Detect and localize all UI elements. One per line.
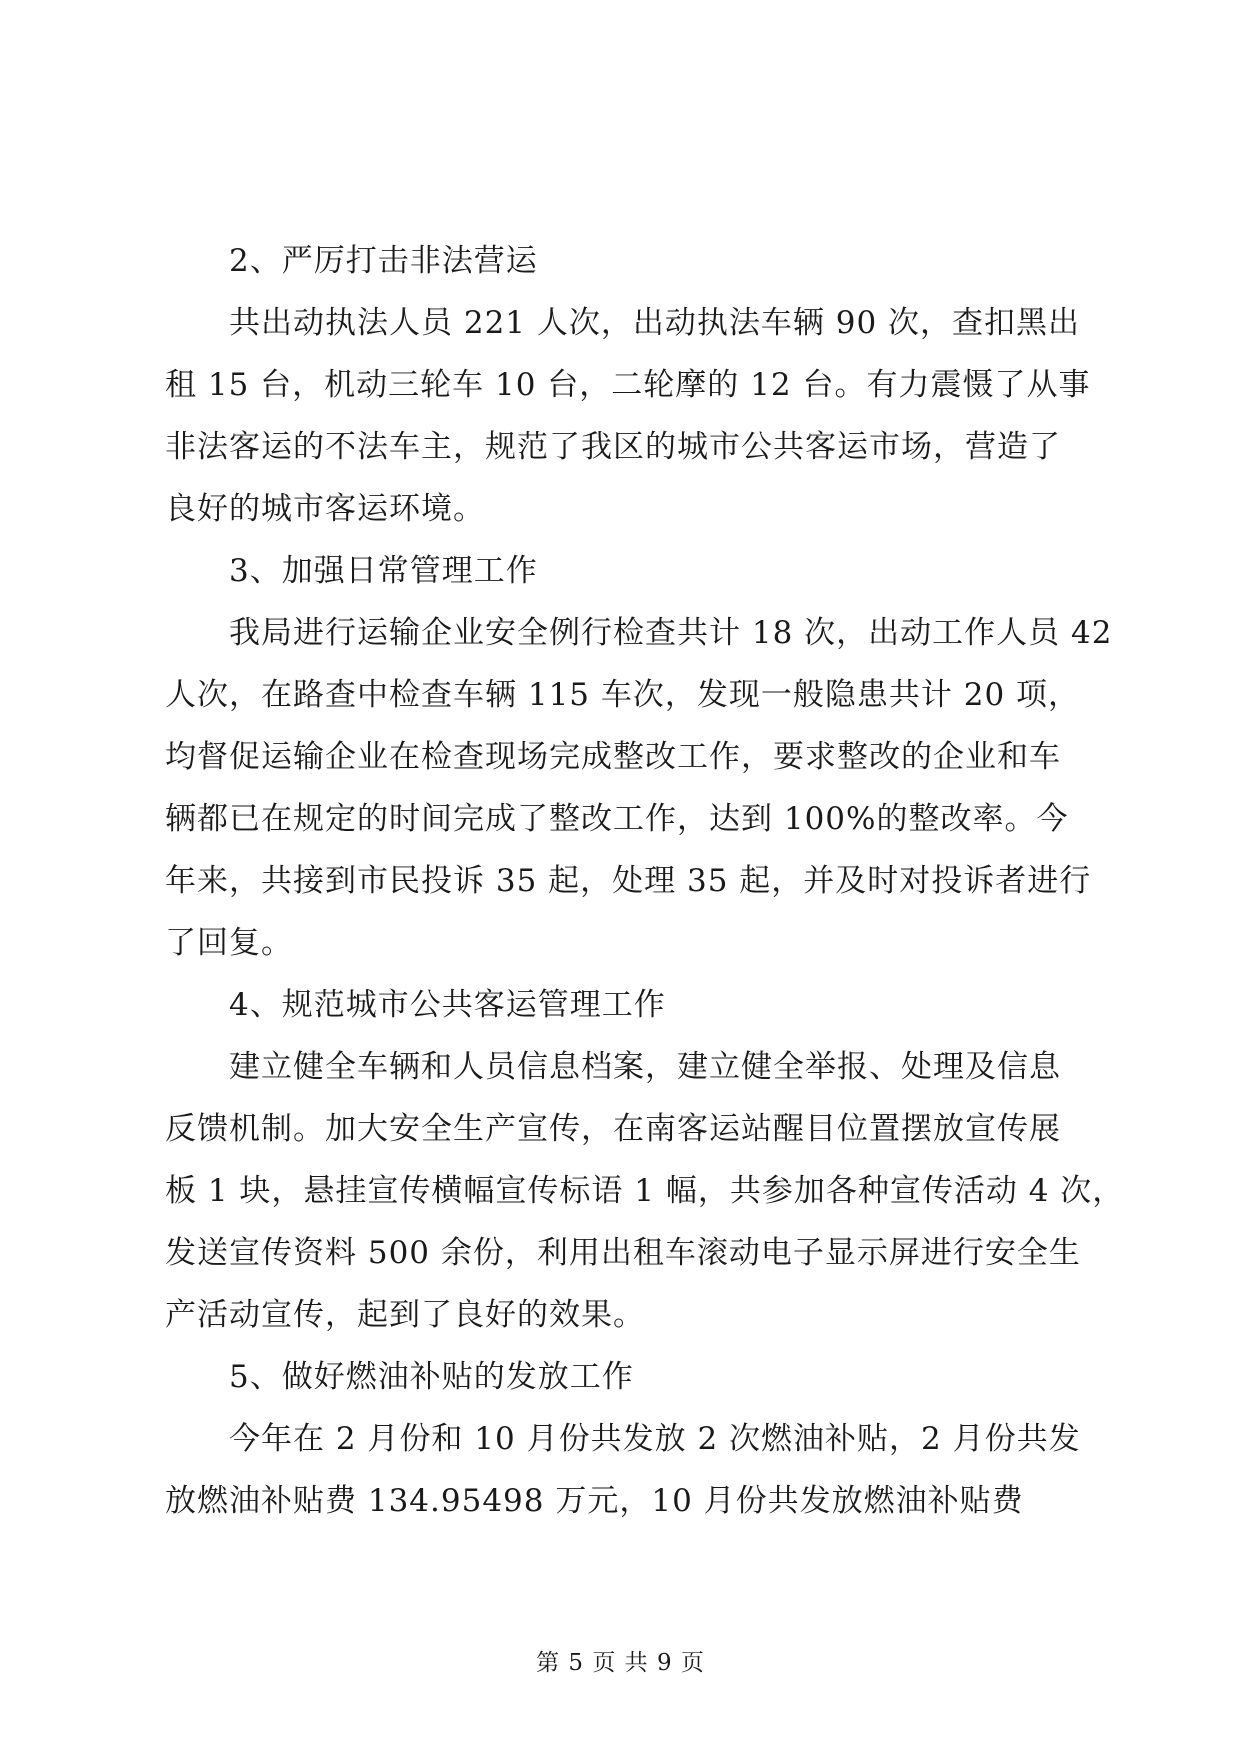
paragraph-line: 人次，在路查中检查车辆 115 车次，发现一般隐患共计 20 项， — [165, 677, 1081, 713]
paragraph-line: 建立健全车辆和人员信息档案，建立健全举报、处理及信息 — [229, 1049, 1061, 1085]
paragraph-line: 非法客运的不法车主，规范了我区的城市公共客运市场，营造了 — [165, 429, 1061, 465]
paragraph-line: 良好的城市客运环境。 — [165, 491, 485, 527]
paragraph-line: 年来，共接到市民投诉 35 起，处理 35 起，并及时对投诉者进行 — [165, 863, 1092, 899]
paragraph-line: 我局进行运输企业安全例行检查共计 18 次，出动工作人员 42 — [229, 615, 1113, 651]
section-heading: 5、做好燃油补贴的发放工作 — [229, 1359, 634, 1395]
section-heading: 4、规范城市公共客运管理工作 — [229, 987, 666, 1023]
section-heading: 2、严厉打击非法营运 — [229, 243, 538, 279]
paragraph-line: 放燃油补贴费 134.95498 万元，10 月份共发放燃油补贴费 — [165, 1483, 1024, 1519]
paragraph-line: 租 15 台，机动三轮车 10 台，二轮摩的 12 台。有力震慑了从事 — [165, 367, 1091, 403]
paragraph-line: 产活动宣传，起到了良好的效果。 — [165, 1297, 645, 1333]
page-number-footer: 第 5 页 共 9 页 — [536, 1650, 705, 1676]
section-heading: 3、加强日常管理工作 — [229, 553, 538, 589]
paragraph-line: 发送宣传资料 500 余份，利用出租车滚动电子显示屏进行安全生 — [165, 1235, 1081, 1271]
paragraph-line: 今年在 2 月份和 10 月份共发放 2 次燃油补贴，2 月份共发 — [229, 1421, 1081, 1457]
paragraph-line: 辆都已在规定的时间完成了整改工作，达到 100%的整改率。今 — [165, 801, 1069, 837]
paragraph-line: 反馈机制。加大安全生产宣传，在南客运站醒目位置摆放宣传展 — [165, 1111, 1061, 1147]
document-body — [165, 230, 1125, 1532]
paragraph-line: 共出动执法人员 221 人次，出动执法车辆 90 次，查扣黑出 — [229, 305, 1081, 341]
paragraph-line: 均督促运输企业在检查现场完成整改工作，要求整改的企业和车 — [165, 739, 1061, 775]
paragraph-line: 板 1 块，悬挂宣传横幅宣传标语 1 幅，共参加各种宣传活动 4 次， — [165, 1173, 1125, 1209]
paragraph-line: 了回复。 — [165, 925, 293, 961]
